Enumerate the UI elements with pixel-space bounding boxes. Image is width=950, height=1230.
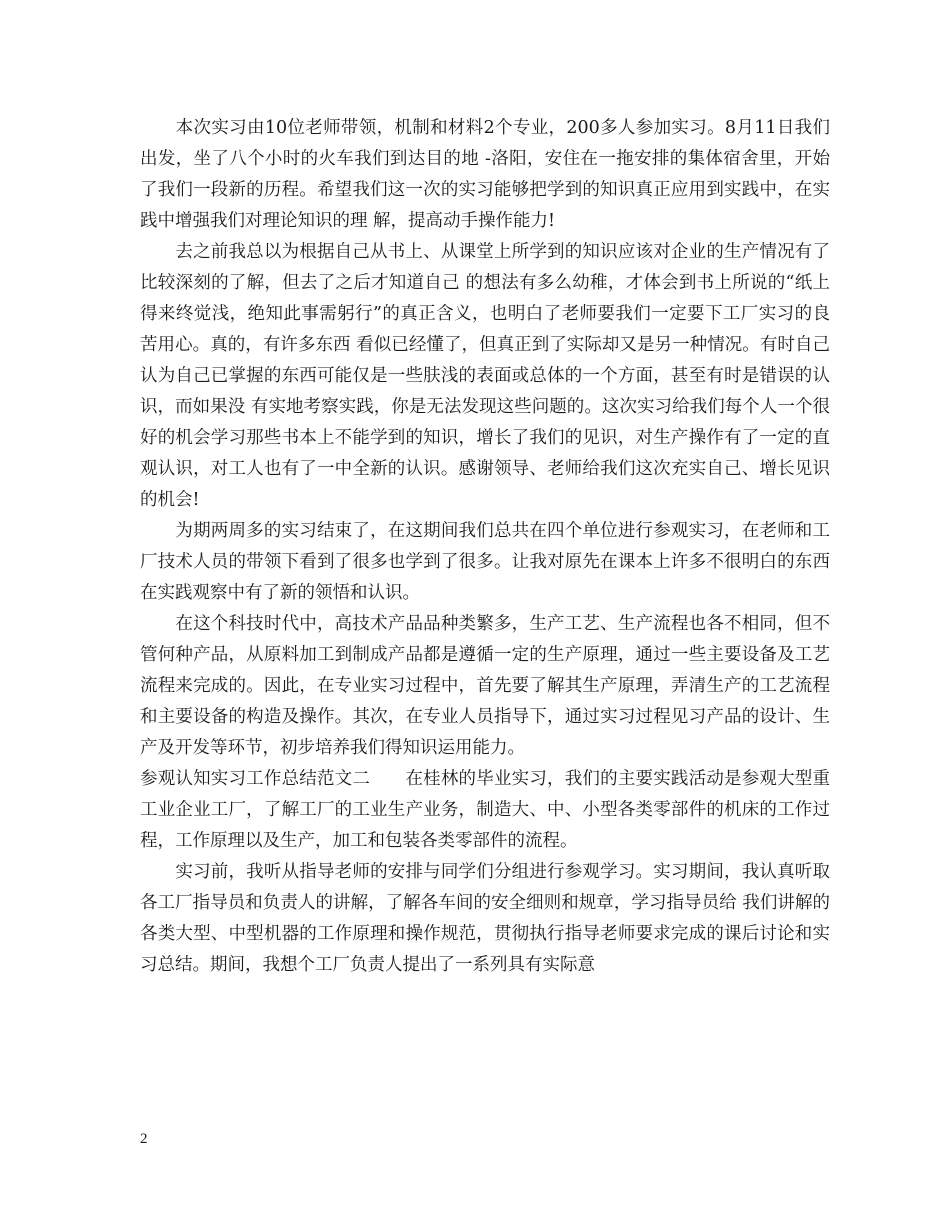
- page-number: 2: [140, 1131, 148, 1147]
- document-body: [140, 113, 836, 981]
- paragraph-5: 参观认知实习工作总结范文二 在桂林的毕业实习，我们的主要实践活动是参观大型重工业企业工厂，了解工厂的工业生产业务，制造大、中、小型各类零部件的机床的工作过程，工作原理以及生产，加工和包装各类零部件的流程。: [140, 769, 830, 851]
- paragraph-4: 在这个科技时代中，高技术产品品种类繁多，生产工艺、生产流程也各不相同，但不管何种产品，从原料加工到制成产品都是遵循一定的生产原理，通过一些主要设备及工艺流程来完成的。因此，在专业实习过程中，首先要了解其生产原理，弄清生产的工艺流程和主要设备的构造及操作。其次，在专业人员指导下，通过实习过程见习产品的设计、生产及开发等环节，初步培养我们得知识运用能力。: [140, 614, 830, 758]
- paragraph-3: 为期两周多的实习结束了，在这期间我们总共在四个单位进行参观实习，在老师和工厂技术人员的带领下看到了很多也学到了很多。让我对原先在课本上许多不很明白的东西在实践观察中有了新的领悟和认识。: [140, 521, 830, 603]
- paragraph-6: 实习前，我听从指导老师的安排与同学们分组进行参观学习。实习期间，我认真听取各工厂指导员和负责人的讲解，了解各车间的安全细则和规章，学习指导员给 我们讲解的各类大型、中型机器的工作原理和操作规范，贯彻执行指导老师要求完成的课后讨论和实习总结。期间，我想个工厂负责人提出了一系列具有实际意: [140, 862, 830, 975]
- paragraph-1: 本次实习由10位老师带领，机制和材料2个专业，200多人参加实习。8月11日我们出发，坐了八个小时的火车我们到达目的地 -洛阳，安住在一拖安排的集体宿舍里，开始了我们一段新的历程。希望我们这一次的实习能够把学到的知识真正应用到实践中，在实践中增强我们对理论知识的理 解，提高动手操作能力!: [140, 118, 830, 231]
- paragraph-2: 去之前我总以为根据自己从书上、从课堂上所学到的知识应该对企业的生产情况有了比较深刻的了解，但去了之后才知道自己 的想法有多么幼稚，才体会到书上所说的“纸上得来终觉浅，绝知此事需躬行”的真正含义，也明白了老师要我们一定要下工厂实习的良苦用心。真的，有许多东西 看似已经懂了，但真正到了实际却又是另一种情况。有时自己认为自己已掌握的东西可能仅是一些肤浅的表面或总体的一个方面，甚至有时是错误的认识，而如果没 有实地考察实践，你是无法发现这些问题的。这次实习给我们每个人一个很好的机会学习那些书本上不能学到的知识，增长了我们的见识，对生产操作有了一定的直 观认识，对工人也有了一中全新的认识。感谢领导、老师给我们这次充实自己、增长见识的机会!: [140, 242, 836, 510]
